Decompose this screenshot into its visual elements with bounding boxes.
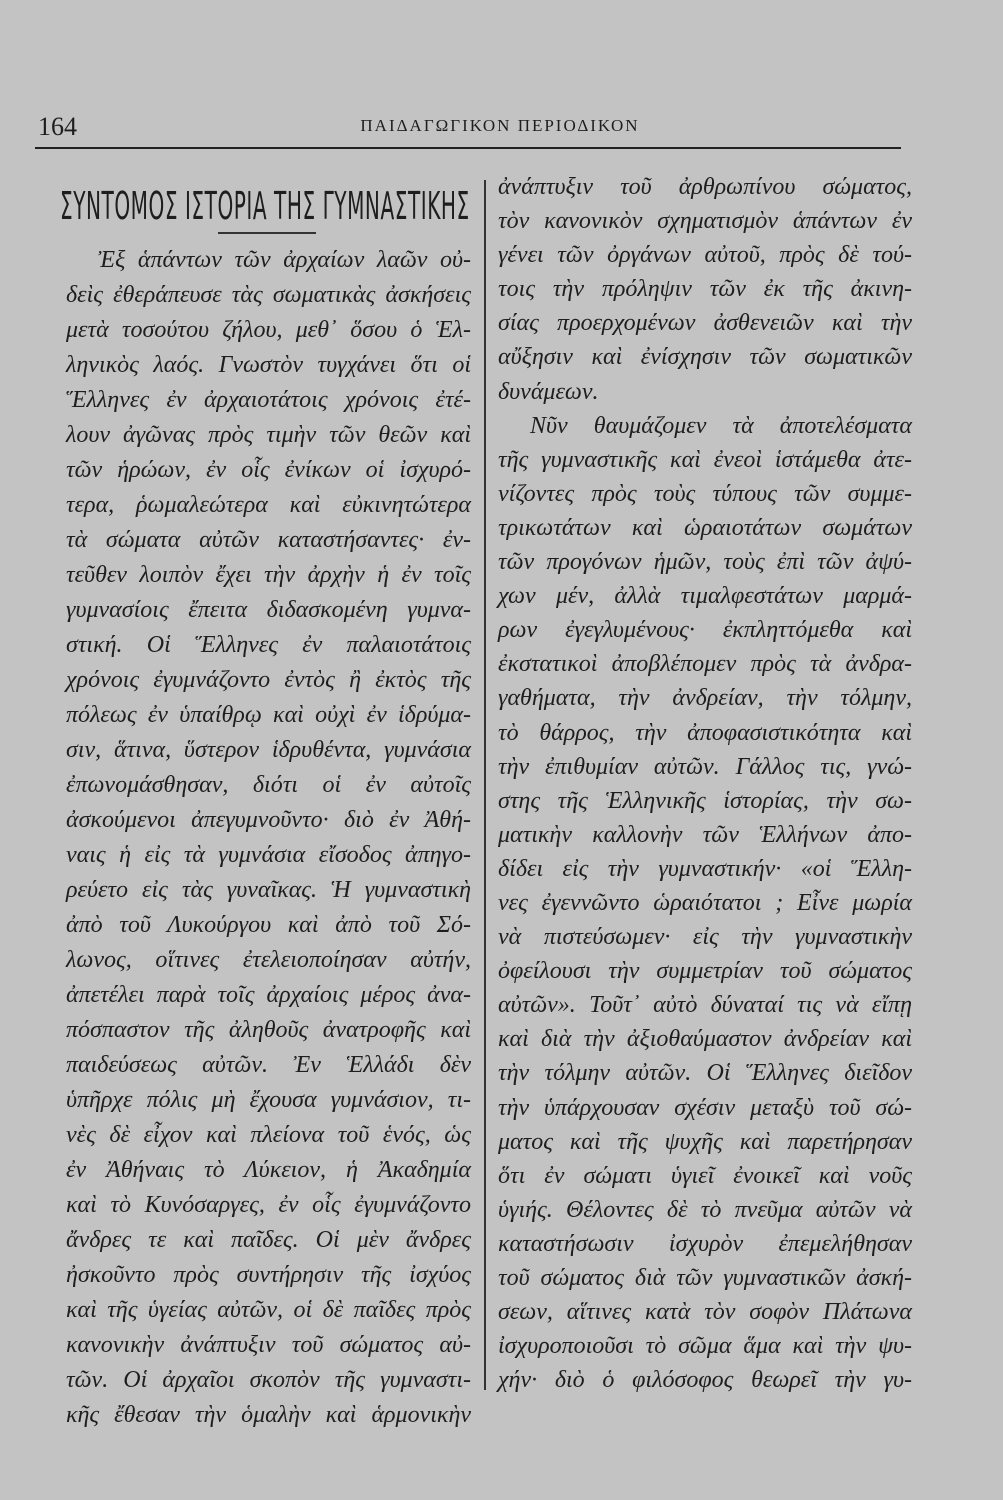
article-title: ΣΥΝΤΟΜΟΣ ΙΣΤΟΡΙΑ ΤΗΣ ΓΥΜΝΑΣΤΙΚΗΣ bbox=[60, 184, 470, 228]
text-line: καὶ διὰ τὴν ἀξιοθαύμαστον ἀνδρείαν καὶ bbox=[498, 1026, 912, 1053]
text-line: ἐπωνομάσθησαν, διότι οἱ ἐν αὐτοῖς bbox=[66, 772, 471, 798]
text-line: ρεύετο εἰς τὰς γυναῖκας. Ἡ γυμναστικὴ bbox=[66, 877, 471, 903]
text-line: ἀνάπτυξιν τοῦ ἀρθρωπίνου σώματος, bbox=[498, 174, 912, 200]
text-line: σίας προερχομένων ἀσθενειῶν καὶ τὴν bbox=[498, 310, 912, 337]
text-line: ναις ἡ εἰς τὰ γυμνάσια εἴσοδος ἀπηγο- bbox=[66, 842, 471, 868]
text-line: δεὶς ἐθεράπευσε τὰς σωματικὰς ἀσκήσεις bbox=[66, 282, 471, 308]
text-line: ρων ἐγεγλυμένους· ἐκπληττόμεθα καὶ bbox=[498, 617, 912, 644]
text-line: στης τῆς Ἑλληνικῆς ἱστορίας, τὴν σω- bbox=[498, 787, 912, 814]
text-line: ἀπετέλει παρὰ τοῖς ἀρχαίοις μέρος ἀνα- bbox=[66, 982, 471, 1008]
text-line: τὴν ἐπιθυμίαν αὐτῶν. Γάλλος τις, γνώ- bbox=[498, 753, 912, 780]
text-line: τὴν τόλμην αὐτῶν. Οἱ Ἕλληνες διεῖδον bbox=[498, 1060, 912, 1087]
text-line: γαθήματα, τὴν ἀνδρείαν, τὴν τόλμην, bbox=[498, 685, 912, 712]
title-underline bbox=[218, 232, 316, 234]
text-line: ἀσκούμενοι ἀπεγυμνοῦντο· διὸ ἐν Ἀθή- bbox=[66, 807, 471, 833]
right-column bbox=[498, 170, 912, 1397]
text-line: καὶ τὸ Κυνόσαργες, ἐν οἷς ἐγυμνάζοντο bbox=[66, 1192, 471, 1218]
text-line: Ἐξ ἁπάντων τῶν ἀρχαίων λαῶν οὐ- bbox=[98, 247, 471, 273]
text-line: τοις τὴν πρόληψιν τῶν ἐκ τῆς ἀκινη- bbox=[498, 276, 912, 303]
text-line: ἰσχυροποιοῦσι τὸ σῶμα ἅμα καὶ τὴν ψυ- bbox=[498, 1333, 912, 1360]
text-line: τὴν ὑπάρχουσαν σχέσιν μεταξὺ τοῦ σώ- bbox=[498, 1094, 912, 1121]
text-line: νες ἐγεννῶντο ὡραιότατοι ; Εἶνε μωρία bbox=[498, 889, 912, 916]
text-line: νίζοντες πρὸς τοὺς τύπους τῶν συμμε- bbox=[498, 480, 912, 507]
page-number: 164 bbox=[38, 112, 77, 141]
text-line: τὰ σώματα αὐτῶν καταστήσαντες· ἐν- bbox=[66, 527, 471, 553]
text-line: τερα, ῥωμαλεώτερα καὶ εὐκινητώτερα bbox=[66, 492, 471, 518]
header-rule bbox=[35, 147, 901, 149]
text-line: τοῦ σώματος διὰ τῶν γυμναστικῶν ἀσκή- bbox=[498, 1265, 912, 1291]
text-line: λουν ἀγῶνας πρὸς τιμὴν τῶν θεῶν καὶ bbox=[66, 422, 471, 448]
text-line: τὸν κανονικὸν σχηματισμὸν ἁπάντων ἐν bbox=[498, 208, 912, 235]
text-line: καταστήσωσιν ἰσχυρὸν ἐπεμελήθησαν bbox=[498, 1230, 912, 1257]
text-line: ἐκστατικοὶ ἀποβλέπομεν πρὸς τὰ ἀνδρα- bbox=[498, 651, 912, 678]
text-line: ἄνδρες τε καὶ παῖδες. Οἱ μὲν ἄνδρες bbox=[66, 1227, 471, 1253]
text-line: στική. Οἱ Ἕλληνες ἐν παλαιοτάτοις bbox=[66, 632, 471, 658]
text-line: ματικὴν καλλονὴν τῶν Ἑλλήνων ἀπο- bbox=[498, 821, 912, 848]
text-line: καὶ τῆς ὑγείας αὐτῶν, οἱ δὲ παῖδες πρὸς bbox=[66, 1297, 471, 1323]
left-column bbox=[66, 243, 471, 1433]
text-line: σεων, αἵτινες κατὰ τὸν σοφὸν Πλάτωνα bbox=[498, 1299, 912, 1326]
text-line: μετὰ τοσούτου ζήλου, μεθ᾿ ὅσου ὁ Ἑλ- bbox=[66, 317, 471, 343]
text-line: χήν· διὸ ὁ φιλόσοφος θεωρεῖ τὴν γυ- bbox=[498, 1367, 912, 1394]
text-line: ληνικὸς λαός. Γνωστὸν τυγχάνει ὅτι οἱ bbox=[66, 352, 471, 378]
text-line: δίδει εἰς τὴν γυμναστικήν· «οἱ Ἕλλη- bbox=[498, 855, 912, 882]
text-line: τῶν ἡρώων, ἐν οἷς ἐνίκων οἱ ἰσχυρό- bbox=[66, 457, 471, 483]
text-line: δυνάμεων. bbox=[498, 378, 599, 405]
text-line: χων μέν, ἀλλὰ τιμαλφεστάτων μαρμά- bbox=[498, 583, 912, 610]
text-line: κῆς ἔθεσαν τὴν ὁμαλὴν καὶ ἁρμονικὴν bbox=[66, 1402, 471, 1428]
text-line: γένει τῶν ὀργάνων αὐτοῦ, πρὸς δὲ τού- bbox=[498, 242, 912, 269]
text-line: νὲς δὲ εἶχον καὶ πλείονα τοῦ ἑνός, ὡς bbox=[66, 1122, 471, 1148]
text-line: πόσπαστον τῆς ἀληθοῦς ἀνατροφῆς καὶ bbox=[66, 1017, 471, 1043]
text-line: ὅτι ἐν σώματι ὑγιεῖ ἐνοικεῖ καὶ νοῦς bbox=[498, 1162, 912, 1189]
text-line: τὸ θάρρος, τὴν ἀποφασιστικότητα καὶ bbox=[498, 719, 912, 746]
text-line: λωνος, οἵτινες ἐτελειοποίησαν αὐτήν, bbox=[66, 947, 471, 973]
text-line: παιδεύσεως αὐτῶν. Ἐν Ἑλλάδι δὲν bbox=[66, 1052, 471, 1078]
text-line: νὰ πιστεύσωμεν· εἰς τὴν γυμναστικὴν bbox=[498, 924, 912, 951]
text-line: Ἕλληνες ἐν ἀρχαιοτάτοις χρόνοις ἐτέ- bbox=[66, 387, 471, 413]
text-line: τῆς γυμναστικῆς καὶ ἐνεοὶ ἱστάμεθα ἀτε- bbox=[498, 446, 912, 473]
text-line: τρικωτάτων καὶ ὡραιοτάτων σωμάτων bbox=[498, 514, 912, 541]
text-line: ἐν Ἀθήναις τὸ Λύκειον, ἡ Ἀκαδημία bbox=[66, 1157, 471, 1183]
text-line: αὔξησιν καὶ ἐνίσχησιν τῶν σωματικῶν bbox=[498, 344, 912, 371]
text-line: Νῦν θαυμάζομεν τὰ ἀποτελέσματα bbox=[530, 412, 912, 439]
column-divider bbox=[484, 180, 486, 1390]
text-line: ὑγιής. Θέλοντες δὲ τὸ πνεῦμα αὐτῶν νὰ bbox=[498, 1196, 912, 1223]
text-line: ματος καὶ τῆς ψυχῆς καὶ παρετήρησαν bbox=[498, 1128, 912, 1155]
text-line: ἀπὸ τοῦ Λυκούργου καὶ ἀπὸ τοῦ Σό- bbox=[66, 912, 471, 938]
text-line: αὐτῶν». Τοῦτ᾿ αὐτὸ δύναταί τις νὰ εἴπῃ bbox=[498, 992, 912, 1019]
article-title-wrapper bbox=[60, 184, 470, 228]
text-line: τῶν προγόνων ἡμῶν, τοὺς ἐπὶ τῶν ἀψύ- bbox=[498, 549, 912, 576]
text-line: χρόνοις ἐγυμνάζοντο ἐντὸς ἢ ἐκτὸς τῆς bbox=[66, 667, 471, 693]
text-line: τῶν. Οἱ ἀρχαῖοι σκοπὸν τῆς γυμναστι- bbox=[66, 1367, 471, 1393]
text-line: ἠσκοῦντο πρὸς συντήρησιν τῆς ἰσχύος bbox=[66, 1262, 471, 1288]
text-line: ὑπῆρχε πόλις μὴ ἔχουσα γυμνάσιον, τι- bbox=[66, 1087, 471, 1113]
text-line: γυμνασίοις ἔπειτα διδασκομένη γυμνα- bbox=[66, 597, 471, 623]
running-title: ΠΑΙΔΑΓΩΓΙΚΟΝ ΠΕΡΙΟΔΙΚΟΝ bbox=[360, 116, 640, 135]
text-line: τεῦθεν λοιπὸν ἔχει τὴν ἀρχὴν ἡ ἐν τοῖς bbox=[66, 562, 471, 588]
text-line: κανονικὴν ἀνάπτυξιν τοῦ σώματος αὐ- bbox=[66, 1332, 471, 1358]
text-line: σιν, ἅτινα, ὕστερον ἱδρυθέντα, γυμνάσια bbox=[66, 737, 471, 763]
text-line: πόλεως ἐν ὑπαίθρῳ καὶ οὐχὶ ἐν ἱδρύμα- bbox=[66, 702, 471, 728]
text-line: ὀφείλουσι τὴν συμμετρίαν τοῦ σώματος bbox=[498, 958, 912, 985]
